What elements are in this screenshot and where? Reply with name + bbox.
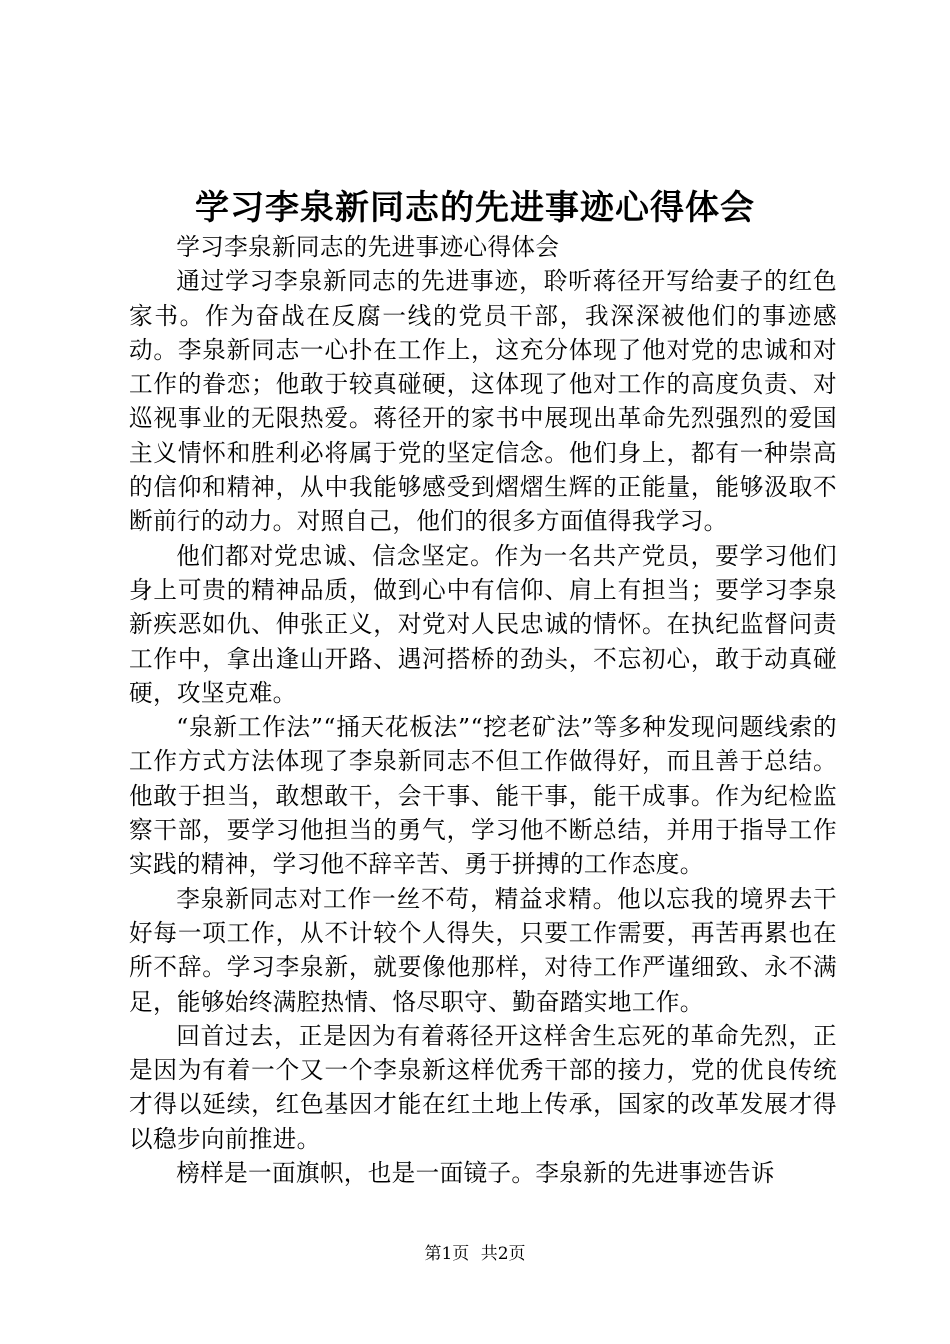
document-body: [129, 230, 837, 1190]
subtitle-paragraph: 学习李泉新同志的先进事迹心得体会: [176, 233, 560, 261]
document-title: 学习李泉新同志的先进事迹心得体会: [195, 188, 755, 228]
body-paragraph: 榜样是一面旗帜，也是一面镜子。李泉新的先进事迹告诉: [176, 1159, 775, 1188]
body-paragraph: 通过学习李泉新同志的先进事迹，聆听蒋径开写给妻子的红色家书。作为奋战在反腐一线的党员干部，我深深被他们的事迹感动。李泉新同志一心扑在工作上，这充分体现了他对党的忠诚和对工作的眷恋；他敢于较真碰硬，这体现了他对工作的高度负责、对巡视事业的无限热爱。蒋径开的家书中展现出革命先烈强烈的爱国主义情怀和胜利必将属于党的坚定信念。他们身上，都有一种崇高的信仰和精神，从中我能够感受到熠熠生辉的正能量，能够汲取不断前行的动力。对照自己，他们的很多方面值得我学习。: [129, 267, 837, 536]
page-footer: [0, 1242, 950, 1266]
body-paragraph: 回首过去，正是因为有着蒋径开这样舍生忘死的革命先烈，正是因为有着一个又一个李泉新这样优秀干部的接力，党的优良传统才得以延续，红色基因才能在红土地上传承，国家的改革发展才得以稳步向前推进。: [129, 1021, 837, 1153]
page-number-current: 第1页: [424, 1244, 470, 1264]
body-paragraph: “泉新工作法”“捅天花板法”“挖老矿法”等多种发现问题线索的工作方式方法体现了李泉新同志不但工作做得好，而且善于总结。他敢于担当，敢想敢干，会干事、能干事，能干成事。作为纪检监察干部，要学习他担当的勇气，学习他不断总结，并用于指导工作实践的精神，学习他不辞辛苦、勇于拼搏的工作态度。: [129, 713, 837, 879]
page-number-total: 共2页: [480, 1244, 526, 1264]
body-paragraph: 他们都对党忠诚、信念坚定。作为一名共产党员，要学习他们身上可贵的精神品质，做到心中有信仰、肩上有担当；要学习李泉新疾恶如仇、伸张正义，对党对人民忠诚的情怀。在执纪监督问责工作中，拿出逢山开路、遇河搭桥的劲头，不忘初心，敢于动真碰硬，攻坚克难。: [129, 541, 837, 707]
body-paragraph: 李泉新同志对工作一丝不苟，精益求精。他以忘我的境界去干好每一项工作，从不计较个人得失，只要工作需要，再苦再累也在所不辞。学习李泉新，就要像他那样，对待工作严谨细致、永不满足，能够始终满腔热情、恪尽职守、勤奋踏实地工作。: [129, 884, 837, 1016]
